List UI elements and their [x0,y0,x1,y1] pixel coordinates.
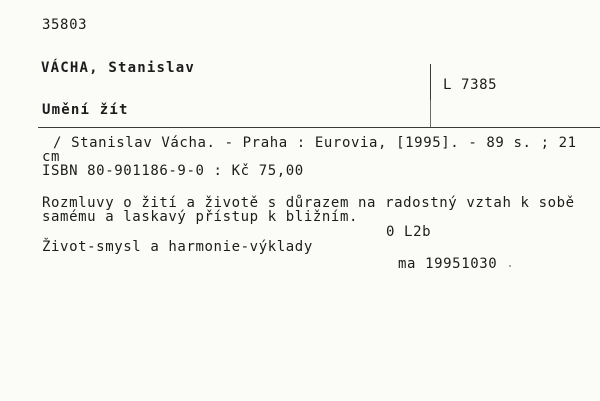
call-number-divider-lower [430,100,431,127]
isbn-line: ISBN 80-901186-9-0 : Kč 75,00 [42,163,304,179]
accession-number: 35803 [42,17,88,33]
statement-line-1: / Stanislav Vácha. - Praha : Eurovia, [1995]. - 89 s. ; 21 [44,135,577,151]
call-number-divider [430,64,431,100]
annotation-line-2: samému a laskavý přístup k bližním. [42,209,359,225]
horizontal-rule [38,127,600,128]
catalog-date: ma 19951030 [398,256,498,272]
annotation-line-1: Rozmluvy o žití a životě s důrazem na radostný vztah k sobě [42,195,575,211]
title-heading: Umění žít [42,102,129,118]
statement-line-2: cm [42,149,61,165]
location-code: 0 L2b [386,224,432,240]
subject-heading: Život-smysl a harmonie-výklady [42,239,313,255]
paper-speck [509,265,511,267]
call-number: L 7385 [443,77,498,93]
author-heading: VÁCHA, Stanislav [41,60,196,76]
